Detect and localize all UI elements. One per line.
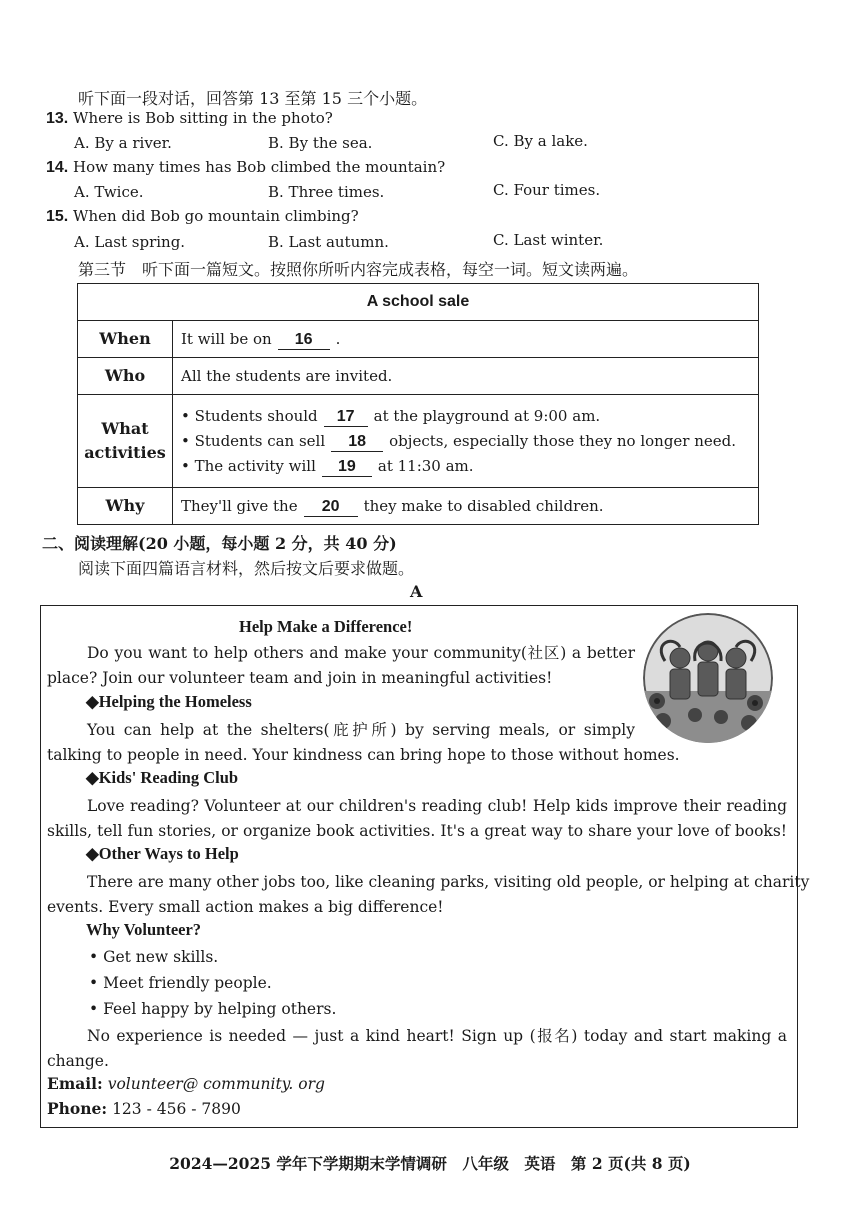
text: • Students can sell xyxy=(181,431,326,450)
phone-value: 123 - 456 - 7890 xyxy=(112,1100,241,1118)
blank-20[interactable]: 20 xyxy=(304,498,358,517)
phone-line xyxy=(47,1099,241,1118)
table-row-why xyxy=(78,487,758,524)
table-title-text: A school sale xyxy=(366,293,470,310)
table-title xyxy=(78,284,758,320)
email-value[interactable]: volunteer@ community. org xyxy=(107,1075,325,1093)
blank-19[interactable]: 19 xyxy=(322,458,372,477)
dialogue-instruction: 听下面一段对话，回答第 13 至第 15 三个小题。 xyxy=(78,89,428,108)
volunteers-illustration xyxy=(643,613,773,743)
option-c: C. Four times. xyxy=(493,181,601,199)
option-a: A. Twice. xyxy=(74,183,144,201)
para-2-line-2: skills, tell fun stories, or organize book activities. It's a great way to share your love of books! xyxy=(47,822,787,840)
label-line: What xyxy=(101,419,149,438)
para-1-line-2: talking to people in need. Your kindness can bring hope to those without homes. xyxy=(47,746,680,764)
option-b: B. Three times. xyxy=(268,183,385,201)
school-sale-table xyxy=(77,283,759,525)
email-label: Email: xyxy=(47,1074,103,1093)
option-a: A. By a river. xyxy=(74,134,172,152)
heading-other-ways: ◆Other Ways to Help xyxy=(86,844,239,863)
text: • The activity will xyxy=(181,456,316,475)
question-14 xyxy=(46,158,445,177)
row-label: Why xyxy=(78,488,173,524)
question-number: 14. xyxy=(46,159,69,176)
row-content xyxy=(173,395,758,487)
intro-line-1: Do you want to help others and make your community(社区) a better xyxy=(87,644,635,662)
option-c: C. By a lake. xyxy=(493,132,588,150)
blank-16[interactable]: 16 xyxy=(278,331,330,350)
blank-18[interactable]: 18 xyxy=(331,433,383,452)
text: they make to disabled children. xyxy=(363,496,604,515)
text: It will be on xyxy=(181,329,272,348)
question-13 xyxy=(46,109,333,128)
heading-kids-reading-club: ◆Kids' Reading Club xyxy=(86,768,239,787)
row-label: When xyxy=(78,321,173,357)
heading-why-volunteer: Why Volunteer? xyxy=(86,920,202,939)
question-number: 15. xyxy=(46,208,69,225)
bullet-item: • Get new skills. xyxy=(89,948,219,966)
option-a: A. Last spring. xyxy=(74,233,186,251)
row-content xyxy=(173,358,758,394)
option-b: B. By the sea. xyxy=(268,134,373,152)
page-footer: 2024—2025 学年下学期期末学情调研 八年级 英语 第 2 页(共 8 页) xyxy=(169,1154,691,1173)
row-content xyxy=(173,321,758,357)
text: at 11:30 am. xyxy=(377,456,474,475)
reading-section-title: 二、阅读理解(20 小题，每小题 2 分，共 40 分) xyxy=(42,534,397,553)
option-c: C. Last winter. xyxy=(493,231,604,249)
reading-instruction: 阅读下面四篇语言材料，然后按文后要求做题。 xyxy=(78,559,415,578)
text: . xyxy=(335,329,341,348)
text: • Students should xyxy=(181,406,318,425)
text: All the students are invited. xyxy=(181,366,393,385)
question-text: When did Bob go mountain climbing? xyxy=(73,207,359,225)
passage-letter: A xyxy=(410,582,423,601)
bullet-item: • Feel happy by helping others. xyxy=(89,1000,337,1018)
intro-line-2: place? Join our volunteer team and join in meaningful activities! xyxy=(47,669,553,687)
heading-helping-homeless: ◆Helping the Homeless xyxy=(86,692,252,711)
closing-line-2: change. xyxy=(47,1052,109,1070)
question-15 xyxy=(46,207,359,226)
email-line xyxy=(47,1074,325,1093)
table-row-who xyxy=(78,357,758,394)
closing-line-1: No experience is needed — just a kind heart! Sign up (报名) today and start making a xyxy=(87,1027,787,1045)
passage-title: Help Make a Difference! xyxy=(239,617,413,636)
para-3-line-1: There are many other jobs too, like cleaning parks, visiting old people, or helping at charity xyxy=(87,873,810,891)
text: They'll give the xyxy=(181,496,298,515)
para-3-line-2: events. Every small action makes a big difference! xyxy=(47,898,444,916)
blank-17[interactable]: 17 xyxy=(324,408,368,427)
phone-label: Phone: xyxy=(47,1099,108,1118)
para-2-line-1: Love reading? Volunteer at our children's reading club! Help kids improve their reading xyxy=(87,797,787,815)
label-line: activities xyxy=(84,443,166,462)
para-1-line-1: You can help at the shelters(庇护所) by serving meals, or simply xyxy=(87,721,635,739)
row-label xyxy=(78,395,173,487)
table-row-what-activities xyxy=(78,394,758,487)
bullet-item: • Meet friendly people. xyxy=(89,974,272,992)
question-number: 13. xyxy=(46,110,69,127)
option-b: B. Last autumn. xyxy=(268,233,389,251)
text: objects, especially those they no longer need. xyxy=(389,431,737,450)
question-text: Where is Bob sitting in the photo? xyxy=(73,109,333,127)
table-row-when xyxy=(78,320,758,357)
section-3-instruction: 第三节 听下面一篇短文。按照你所听内容完成表格，每空一词。短文读两遍。 xyxy=(78,260,639,279)
row-label: Who xyxy=(78,358,173,394)
text: at the playground at 9:00 am. xyxy=(373,406,601,425)
row-content xyxy=(173,488,758,524)
question-text: How many times has Bob climbed the mountain? xyxy=(73,158,446,176)
